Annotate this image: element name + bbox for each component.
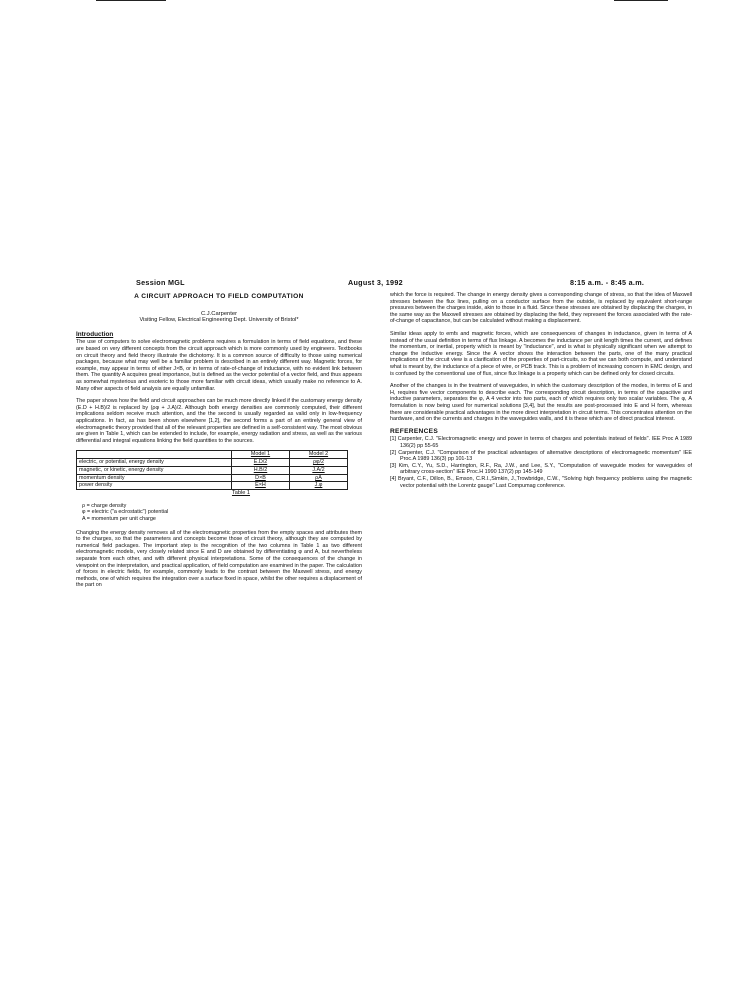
author-name: C.J.Carpenter <box>200 310 238 317</box>
table-cell: J.φ <box>290 482 348 490</box>
left-column <box>76 294 362 595</box>
paragraph: The paper shows how the field and circuit approaches can be much more directly linked if the customary energy density (E.D + H.B)/2 is replaced by (ρφ + J.A)/2. Although both energy densities are commonly computed, their different implications seldom receive much attention, and the the second is usually regarded as valid only in low-frequency applications. In fact, as has been shown elsewhere [1,2], the second forms a part of an entirely general view of electromagnetic theory provided that all of the relevant properties are defined in a self-consistent way. The most obvious are given in Table 1, which can be extended to include, for example, energy radiation and stress, as well as the various differential and integral equations linking the field quantities to the sources. <box>76 398 362 444</box>
table-row <box>77 482 348 490</box>
table-cell: ρφ/2 <box>290 459 348 467</box>
table-header-row <box>77 451 348 459</box>
scan-line-right <box>614 0 668 1</box>
table-row <box>77 466 348 474</box>
paragraph: Changing the energy density removes all of the electromagnetic properties from the empty spaces and attributes them to the charges, so that the parameters and concepts become those of circuit theory, although they are computed by numerical field packages. The important step is the recognition of the two columns in Table 1 as two different electromagnetic models, very closely related since E and D are obtained by differentiating φ and A, but nevertheless separate from each other, and with different physical interpretations. Some of the consequences of the change in viewpoint on the interpretation, and practical application, of field computation are examined in the paper. The calculation of forces in electric fields, for example, commonly leads to the contrast between the Maxwell stress, and energy methods, one of which requires the integration over a surface fixed in space, whilst the other requires a displacement of the part on <box>76 529 362 589</box>
table-cell: D×B <box>232 474 290 482</box>
table-header-cell: Model 2 <box>290 451 348 459</box>
symbol-legend <box>82 503 362 523</box>
table-cell: electric, or potential, energy density <box>77 459 232 467</box>
table-cell: E×H <box>232 482 290 490</box>
legend-item: φ = electric ("a eclrostatic") potential <box>82 509 169 516</box>
references-heading: REFERENCES <box>390 427 439 435</box>
table-row <box>77 459 348 467</box>
table-cell: momentum density <box>77 474 232 482</box>
header-date: August 3, 1992 <box>348 278 403 287</box>
table-cell: magnetic, or kinetic, energy density <box>77 466 232 474</box>
paper-title: A CIRCUIT APPROACH TO FIELD COMPUTATION <box>134 293 304 300</box>
paragraph: Another of the changes is in the treatment of waveguides, in which the customary description of the modes, in terms of E and H, requires five vector components to describe each. The corresponding circuit description, in terms of the capacitive and inductive parameters, separates the φ, A 4 vector into two parts, each of which requires only two scalar variables. The φ, A formulation is now being used for numerical solutions [3,4], but the results are post-processed into E and H form, whereas there are considerable practical advantages in the more direct interpretation in circuit terms. This concentrates attention on the hardware, and on the currents and charges in the waveguides walls, and it is these which are of direct practical interest. <box>390 383 692 423</box>
table-header-cell <box>77 451 232 459</box>
scan-line-left <box>96 0 166 1</box>
energy-table <box>76 450 348 490</box>
header-session: Session MGL <box>136 278 185 287</box>
table-header-cell: Model 1 <box>232 451 290 459</box>
table-cell: power density <box>77 482 232 490</box>
table-cell: H.B/2 <box>232 466 290 474</box>
paragraph: The use of computers to solve electromagnetic problems requires a formulation in terms of field equations, and these are based on very different concepts from the circuit approach which is more commonly used by engineers. Textbooks on circuit theory and field theory illustrate the dichotomy. It is a common source of difficulty to those using numerical packages, because what may well be a familiar problem is described in an entirely different way. Magnetic forces, for example, may appear in terms of either J×B, or in terms of rate-of-change of inductance, with no evident link between them. The quantity A acquires great importance, but is defined as the vector potential of a vector field, and thus appears as somewhat mysterious and esoteric to those more familiar with circuit ideas, which usually make no reference to A. Many other aspects of field analysis are equally unfamiliar. <box>76 339 362 392</box>
paragraph: Similar ideas apply to emfs and magnetic forces, which are consequences of changes in inductance, given in terms of A instead of the usual definition in terms of flux linkage. A becomes the inductance per unit length times the current, and defines the momentum, or inertial, property which is meant by "inductance", and is what is physically significant when we attempt to change the inductive energy. Since the A vector shows the interaction between the parts, one of the many practical implications of the circuit view is a clarification of the properties of part-circuits, so that we can both compute, and understand what is meant by, the inductance of a piece of wire, or PCB track. This is a problem of increasing concern in EMC design, and is confused by the conventional use of flux, since flux linkage is a property which can be defined only for closed circuits. <box>390 330 692 377</box>
author-affiliation: Visiting Fellow, Electrical Engineering Dept. University of Bristol* <box>139 317 299 324</box>
paragraph: which the force is required. The change in energy density gives a corresponding change of stress, so that the idea of Maxwell stresses between the flux lines, pulling on a conductor surface from the outside, is replaced by equivalent short-range pressures between the charges inside, akin to those in a fluid. Since these stresses are obtained by displacing the charges, in the same way as the Maxwell stresses are obtained by displacing the field, they represent the forces associated with the rate-of-change of capacitance, but can be calculated without making a displacement. <box>390 292 692 325</box>
legend-item: A = momentum per unit charge <box>82 516 156 523</box>
table-cell: E.D/2 <box>232 459 290 467</box>
reference-list <box>390 436 692 489</box>
table-row <box>77 474 348 482</box>
header-time: 8:15 a.m. - 8:45 a.m. <box>570 278 645 287</box>
reference-item: [4] Bryant, C.F., Dillon, B., Emson, C.R.I.,Simkin, J.,Trowbridge, C.W., "Solving high frequency problems using the magnetic vector potential with the Lorentz gauge" Last Compumag conference. <box>390 476 692 489</box>
reference-item: [3] Kim, C.Y., Yu, S.D., Harrington, R.F., Ra, J.W., and Lee, S.Y., "Computation of waveguide modes for waveguides of arbitrary cross-section" IEE Proc.H 1990 137(2) pp 145-149 <box>390 462 692 476</box>
table-cell: ρA <box>290 474 348 482</box>
right-column <box>390 292 692 490</box>
table-cell: J.A/2 <box>290 466 348 474</box>
reference-item: [2] Carpenter, C.J. "Comparison of the practical advantages of alternative descriptions of electromagnetic momentum" IEE Proc.A 1989 136(3) pp 101-13 <box>390 449 692 462</box>
intro-heading: Introduction <box>76 330 114 338</box>
reference-item: [1] Carpenter, C.J. "Electromagnetic energy and power in terms of charges and potentials instead of fields". IEE Proc A 1989 136(2) pp 55-65 <box>390 436 692 449</box>
legend-item: ρ = charge density <box>82 502 127 509</box>
table-caption: Table 1 <box>231 490 251 497</box>
